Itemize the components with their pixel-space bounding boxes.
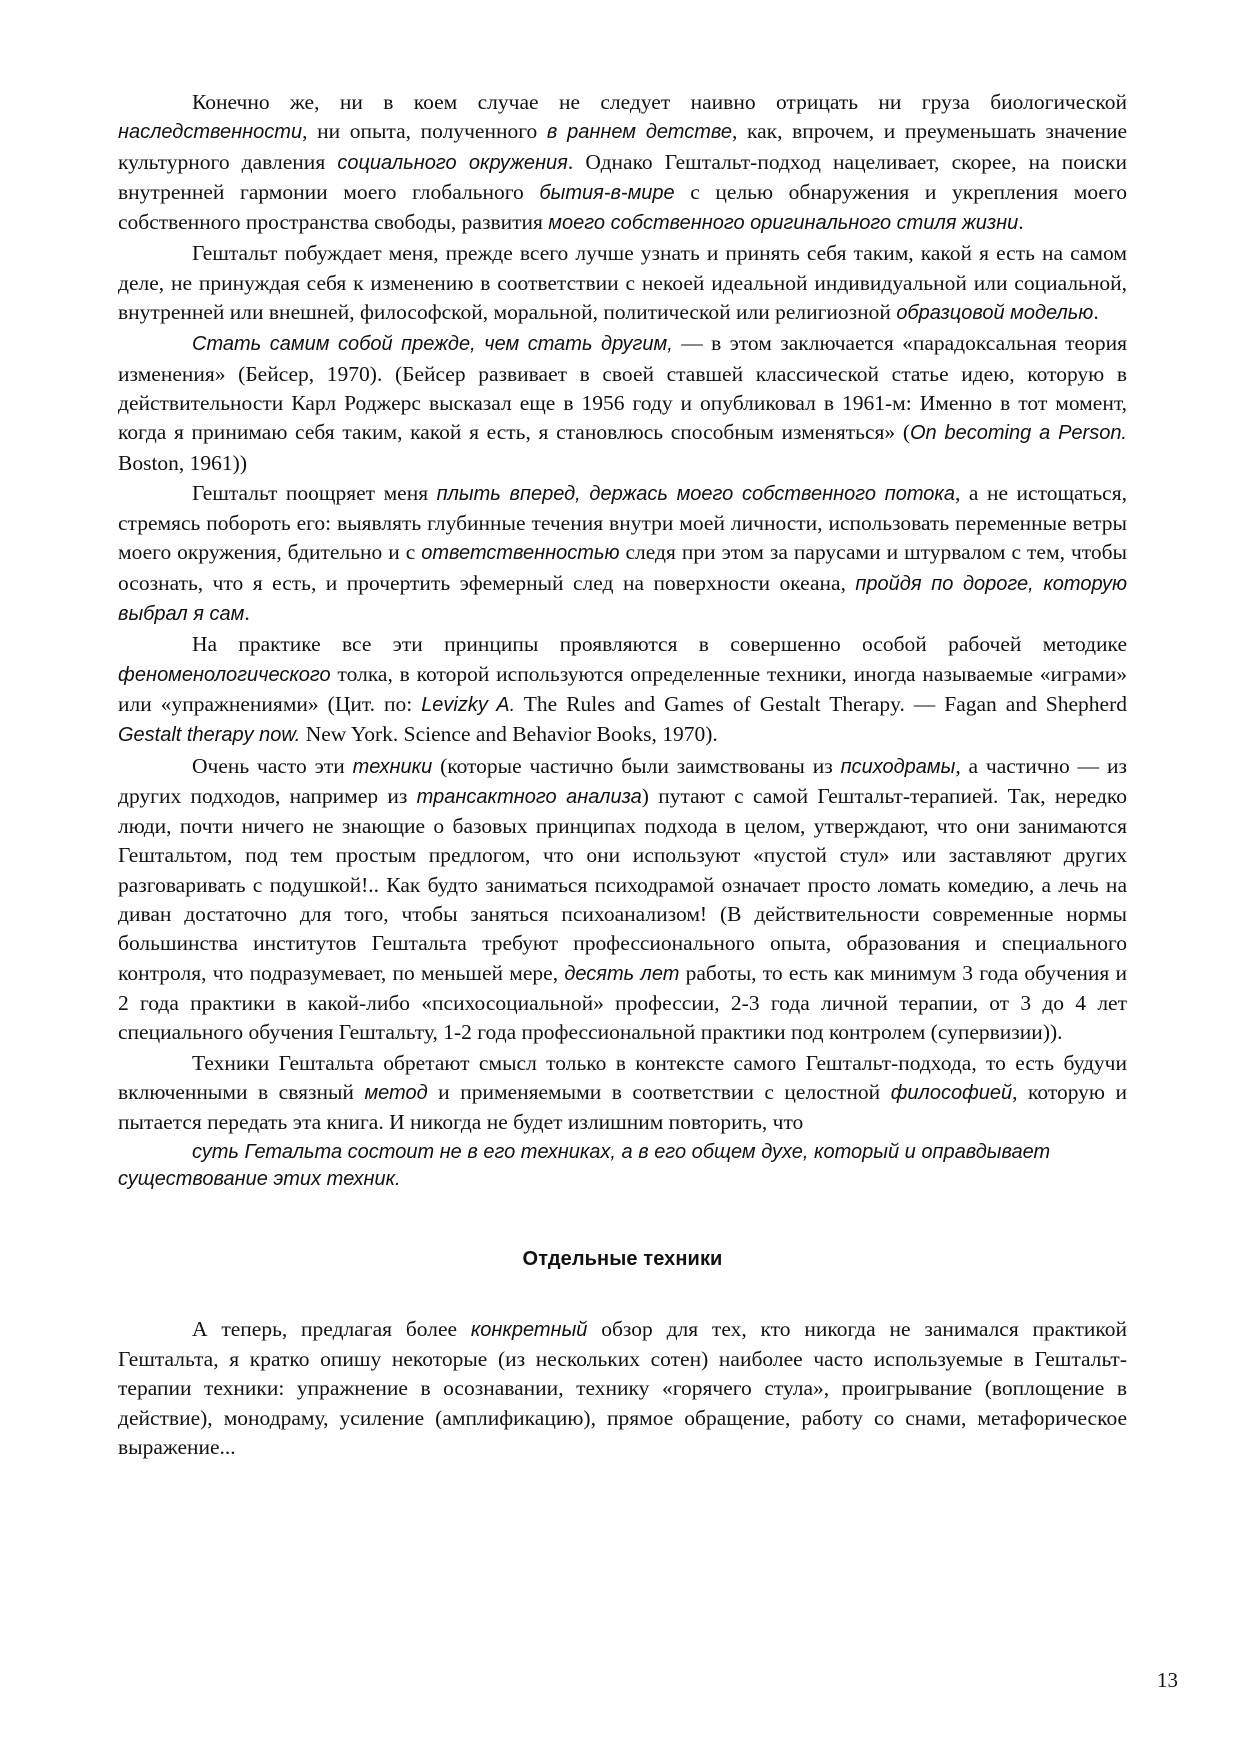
- closing-paragraph: [118, 1315, 1127, 1462]
- body-text-run: (которые частично были заимствованы из: [432, 753, 841, 778]
- body-text-run: , как, впрочем, и преуменьшать значение культурного давления: [118, 119, 1128, 174]
- emphasis-text: пройдя по дороге, которую выбрал я сам: [118, 572, 1127, 626]
- body-text-run: с целью обнаружения и укрепления моего собственного пространства свободы, развития: [118, 179, 1127, 235]
- emphasis-text: ответственностью: [421, 542, 620, 565]
- body-text-run: толка, в которой используются определенные техники, иногда называемые «играми» или «упражнениями» (Цит. по:: [118, 661, 1127, 716]
- body-text-run: работы, то есть как минимум 3 года обучения и 2 года практики в какой-либо «психосоциальной» профессии, 2-3 года личной терапии, от 3 до 4 лет специального обучения Гештальту, 1-2 года профессиональной практики под контролем (супервизии)).: [118, 960, 1127, 1045]
- emphasis-text: психодрамы: [840, 755, 956, 778]
- paragraph-5: [118, 630, 1127, 750]
- emphasis-text: техники: [352, 755, 433, 778]
- emphasis-text: философией: [890, 1081, 1013, 1104]
- emphasis-text: феноменологического: [118, 663, 331, 686]
- emphasis-text: метод: [364, 1081, 428, 1104]
- body-text-run: , а не истощаться, стремясь побороть его: выявлять глубинные течения внутри моей личности, использовать переменные ветры моего окружения, бдительно и с: [118, 480, 1127, 565]
- body-text: [118, 88, 1127, 1137]
- body-text-run: . Однако Гештальт-подход нацеливает, скорее, на поиски внутренней гармонии моего глобального: [118, 149, 1127, 204]
- body-text-run: .: [1093, 300, 1099, 325]
- paragraph-1: [118, 88, 1127, 238]
- body-text-run: Гештальт побуждает меня, прежде всего лучше узнать и принять себя таким, какой я есть на самом деле, не принуждая себя к изменению в соответствии с некоей идеальной индивидуальной или социальной, внутренней или внешней, философской, моральной, политической или религиозной: [118, 241, 1127, 325]
- emphasis-text: Стать самим собой прежде, чем стать другим,: [192, 333, 673, 356]
- emphasis-text: моего собственного оригинального стиля жизни: [548, 212, 1019, 235]
- body-text-run: — в этом заключается «парадоксальная теория изменения» (Бейсер, 1970). (Бейсер развивает в своей ставшей классической статье идею, которую в действительности Карл Роджерс высказал еще в 1956 году и опубликовал в 1961-м: Именно в тот момент, когда я принимаю себя таким, какой я есть, я становлюсь способным изменяться» (: [118, 331, 1127, 445]
- emphasis-text: трансактного анализа: [416, 785, 642, 808]
- body-text-run: Boston, 1961)): [118, 450, 247, 475]
- paragraph-2: [118, 239, 1127, 328]
- paragraph-6: [118, 752, 1127, 1048]
- body-text-run: и применяемыми в соответствии с целостной: [427, 1079, 891, 1104]
- emphasis-text: в раннем детстве: [546, 121, 732, 144]
- body-text-run: , а частично — из других подходов, например из: [118, 753, 1127, 808]
- body-text-run: следя при этом за парусами и штурвалом с тем, чтобы осознать, что я есть, и прочертить эфемерный след на поверхности океана,: [118, 540, 1128, 595]
- body-text-run: обзор для тех, кто никогда не занимался практикой Гештальта, я кратко опишу некоторые (из нескольких сотен) наиболее часто используемые в Гештальт-терапии техники: упражнение в осознавании, технику «горячего стула», проигрывание (воплощение в действие), монодраму, усиление (амплификацию), прямое обращение, работу со снами, метафорическое выражение...: [118, 1316, 1128, 1459]
- document-page: [118, 88, 1127, 1463]
- body-text-run: А теперь, предлагая более: [192, 1316, 471, 1341]
- body-text-run: Конечно же, ни в коем случае не следует наивно отрицать ни груза биологической: [192, 90, 1127, 114]
- body-text-run: Гештальт поощряет меня: [192, 480, 437, 505]
- body-text-run: Очень часто эти: [192, 753, 353, 778]
- body-text-run: , которую и пытается передать эта книга. И никогда не будет излишним повторить, что: [118, 1079, 1128, 1135]
- page-number: 13: [1157, 1668, 1178, 1692]
- emphasis-text: On becoming a Person.: [910, 422, 1127, 445]
- body-text-run: На практике все эти принципы проявляются в совершенно особой рабочей методике: [192, 632, 1127, 657]
- emphasis-text: конкретный: [470, 1318, 588, 1341]
- emphasized-quote: суть Гетальта состоит не в его техниках, а в его общем духе, который и оправдывает существование этих техник.: [118, 1141, 1051, 1191]
- paragraph-4: [118, 479, 1127, 629]
- emphasis-text: образцовой моделью: [896, 302, 1094, 325]
- emphasis-text: плыть вперед, держась моего собственного потока: [436, 482, 956, 505]
- emphasis-text: бытия-в-мире: [539, 181, 675, 204]
- body-text-run: ) путают с самой Гештальт-терапией. Так, нередко люди, почти ничего не знающие о базовых принципах подхода в целом, утверждают, что они занимаются Гештальтом, под тем простым предлогом, что они используют «пустой стул» или заставляют других разговаривать с подушкой!.. Как будто заниматься психодрамой означает просто ломать комедию, а лечь на диван достаточно для того, чтобы заняться психоанализом! (В действительности современные нормы большинства институтов Гештальта требуют профессионального опыта, образования и специального контроля, что подразумевает, по меньшей мере,: [118, 783, 1127, 985]
- body-text-run: Техники Гештальта обретают смысл только в контексте самого Гештальт-подхода, то есть будучи включенными в связный: [118, 1050, 1127, 1104]
- body-text-run: .: [244, 601, 250, 626]
- emphasis-text: наследственности: [118, 121, 303, 144]
- paragraph-7: [118, 1049, 1127, 1138]
- body-text-run: The Rules and Games of Gestalt Therapy. — Fagan and Shepherd: [515, 691, 1128, 716]
- emphasis-text: Levizky A.: [421, 693, 516, 716]
- emphasis-text: десять лет: [564, 962, 680, 985]
- paragraph-3: [118, 329, 1127, 477]
- emphasis-text: Gestalt therapy now.: [118, 724, 301, 747]
- body-text-run: .: [1018, 210, 1024, 235]
- body-text-run: New York. Science and Behavior Books, 1970).: [300, 722, 718, 747]
- body-text-run: , ни опыта, полученного: [302, 119, 547, 144]
- emphasis-text: социального окружения: [337, 151, 568, 174]
- section-heading: Отдельные техники: [522, 1248, 723, 1271]
